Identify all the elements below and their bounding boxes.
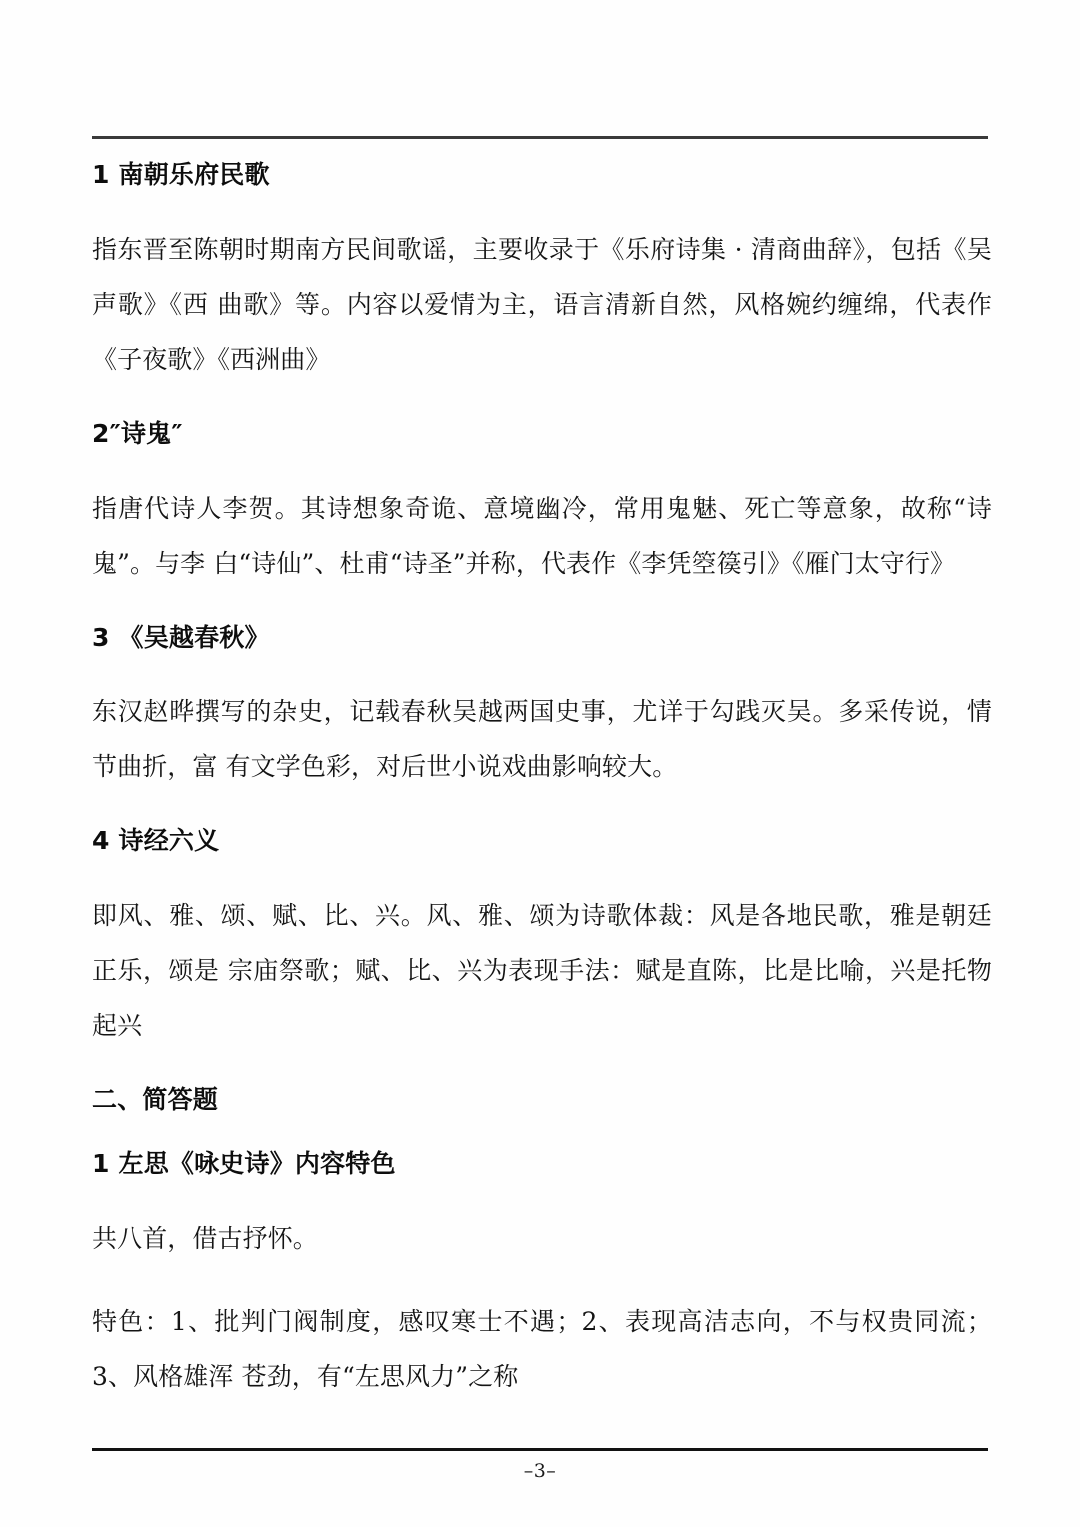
part-heading-jiandati: 二、简答题 bbox=[92, 1085, 219, 1114]
header-rule bbox=[92, 136, 988, 139]
section-body-shigui: 指唐代诗人李贺。其诗想象奇诡、意境幽冷，常用鬼魅、死亡等意象，故称“诗鬼”。与李 白“诗仙”、杜甫“诗圣”并称，代表作《李凭箜篌引》《雁门太守行》 bbox=[92, 493, 992, 578]
question-body-line-2: 特色：1、批判门阀制度，感叹寒士不遇；2、表现高洁志向，不与权贵同流；3、风格雄浑 苍劲，有“左思风力”之称 bbox=[92, 1306, 992, 1391]
section-heading-nanchao-yuefu: 1 南朝乐府民歌 bbox=[92, 160, 270, 189]
section-body-shijing-liuyi: 即风、雅、颂、赋、比、兴。风、雅、颂为诗歌体裁：风是各地民歌，雅是朝廷正乐，颂是 宗庙祭歌；赋、比、兴为表现手法：赋是直陈，比是比喻，兴是托物起兴 bbox=[92, 901, 992, 1040]
spacer bbox=[92, 1181, 992, 1211]
spacer bbox=[92, 451, 992, 481]
spacer bbox=[92, 794, 992, 824]
spacer bbox=[92, 387, 992, 417]
question-heading-zuosi-yongshishi: 1 左思《咏史诗》内容特色 bbox=[92, 1148, 396, 1178]
spacer bbox=[92, 591, 992, 621]
spacer bbox=[92, 192, 992, 222]
question-body-line-1: 共八首，借古抒怀。 bbox=[92, 1223, 318, 1253]
footer-rule bbox=[92, 1448, 988, 1451]
spacer bbox=[92, 1117, 992, 1147]
page-number: –3– bbox=[523, 1460, 557, 1482]
spacer bbox=[92, 1266, 992, 1294]
document-content bbox=[92, 158, 992, 1404]
spacer bbox=[92, 858, 992, 888]
section-heading-shijing-liuyi: 4 诗经六义 bbox=[92, 826, 220, 856]
spacer bbox=[92, 1053, 992, 1083]
section-heading-shigui: 2″诗鬼″ bbox=[92, 418, 183, 448]
spacer bbox=[92, 654, 992, 684]
section-body-nanchao-yuefu: 指东晋至陈朝时期南方民间歌谣，主要收录于《乐府诗集 · 清商曲辞》，包括《吴声歌》《西 曲歌》等。内容以爱情为主，语言清新自然，风格婉约缠绵，代表作《子夜歌》《西洲曲》 bbox=[92, 234, 992, 374]
section-body-wuyue-chunqiu: 东汉赵晔撰写的杂史，记载春秋吴越两国史事，尤详于勾践灭吴。多采传说，情节曲折，富 有文学色彩，对后世小说戏曲影响较大。 bbox=[92, 697, 992, 782]
section-heading-wuyue-chunqiu: 3 《吴越春秋》 bbox=[92, 622, 270, 652]
